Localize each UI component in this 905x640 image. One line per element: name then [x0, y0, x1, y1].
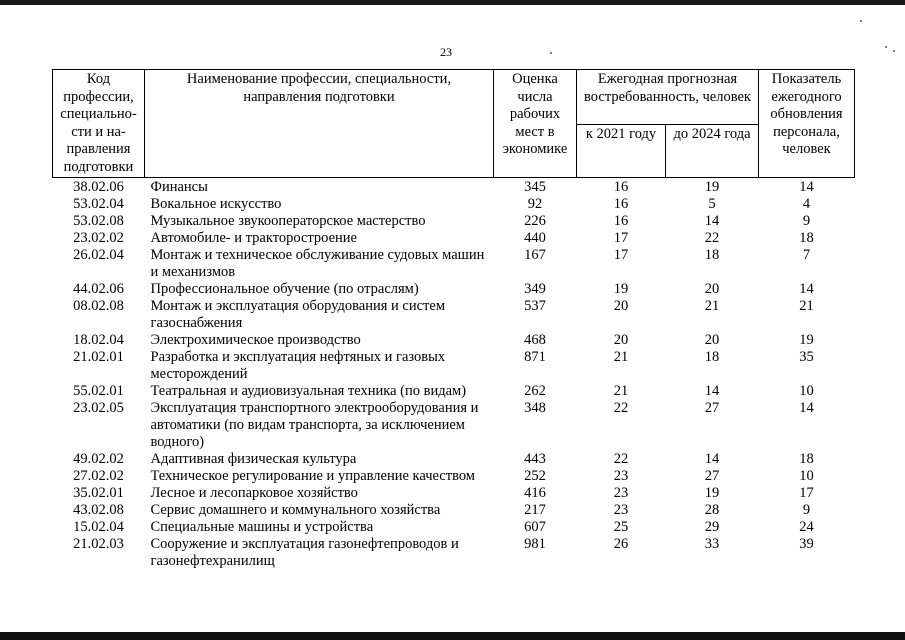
row-renewal: 9	[802, 213, 811, 229]
row-code: 08.02.08	[73, 298, 124, 314]
row-demand-2021: 20	[613, 332, 629, 348]
row-estimate: 468	[524, 332, 546, 348]
forecast-table	[52, 69, 855, 570]
row-estimate: 348	[524, 400, 546, 416]
table-body	[53, 178, 855, 571]
row-estimate: 981	[524, 536, 546, 552]
row-demand-2021: 17	[613, 247, 629, 263]
row-code: 15.02.04	[73, 519, 124, 535]
row-demand-2024: 29	[704, 519, 720, 535]
row-demand-2021: 16	[613, 213, 629, 229]
row-demand-2024: 18	[704, 247, 720, 263]
row-estimate: 349	[524, 281, 546, 297]
row-estimate: 416	[524, 485, 546, 501]
row-code: 53.02.08	[73, 213, 124, 229]
table-header	[53, 70, 855, 178]
row-demand-2021: 20	[613, 298, 629, 314]
row-name: Вокальное искусство	[150, 196, 282, 212]
row-demand-2024: 28	[704, 502, 720, 518]
header-to-2021: к 2021 году	[577, 125, 666, 178]
row-demand-2021: 23	[613, 468, 629, 484]
table-row	[53, 281, 855, 298]
row-demand-2021: 16	[613, 196, 629, 212]
table-row	[53, 383, 855, 400]
row-code: 53.02.04	[73, 196, 124, 212]
row-demand-2024: 33	[704, 536, 720, 552]
row-code: 27.02.02	[73, 468, 124, 484]
row-code: 35.02.01	[73, 485, 124, 501]
row-name: Адаптивная физическая культура	[150, 451, 357, 467]
row-demand-2021: 22	[613, 451, 629, 467]
table-row	[53, 485, 855, 502]
row-estimate: 262	[524, 383, 546, 399]
row-demand-2024: 22	[704, 230, 720, 246]
row-estimate: 217	[524, 502, 546, 518]
row-name: Техническое регулирование и управление качеством	[150, 468, 475, 484]
row-code: 23.02.02	[73, 230, 124, 246]
row-name: Разработка и эксплуатация нефтяных и газовых месторождений	[150, 349, 446, 382]
row-name: Театральная и аудиовизуальная техника (по видам)	[150, 383, 467, 399]
row-estimate: 345	[524, 179, 546, 195]
row-renewal: 14	[799, 400, 814, 416]
row-demand-2021: 19	[613, 281, 629, 297]
row-estimate: 443	[524, 451, 546, 467]
row-renewal: 14	[799, 281, 814, 297]
header-to-2024: до 2024 года	[666, 125, 759, 178]
row-code: 49.02.02	[73, 451, 124, 467]
row-estimate: 92	[527, 196, 543, 212]
row-code: 43.02.08	[73, 502, 124, 518]
row-code: 21.02.01	[73, 349, 124, 365]
scan-bottom-border	[0, 632, 905, 640]
row-code: 18.02.04	[73, 332, 124, 348]
row-estimate: 871	[524, 349, 546, 365]
row-demand-2021: 21	[613, 383, 629, 399]
row-demand-2024: 5	[708, 196, 716, 212]
table-row	[53, 468, 855, 485]
row-renewal: 24	[799, 519, 814, 535]
row-renewal: 39	[799, 536, 814, 552]
table-row	[53, 247, 855, 281]
table-row	[53, 349, 855, 383]
scan-top-border	[0, 0, 905, 5]
header-renewal: Показатель ежегодного обновления персонала, человек	[759, 70, 855, 178]
table-row	[53, 400, 855, 451]
row-demand-2021: 25	[613, 519, 629, 535]
row-demand-2021: 26	[613, 536, 629, 552]
row-code: 26.02.04	[73, 247, 124, 263]
row-code: 21.02.03	[73, 536, 124, 552]
row-demand-2024: 14	[704, 383, 720, 399]
header-name: Наименование профессии, специальности, направления подготовки	[145, 70, 494, 178]
row-estimate: 226	[524, 213, 546, 229]
scan-speck	[885, 46, 887, 48]
row-estimate: 167	[524, 247, 546, 263]
row-demand-2021: 16	[613, 179, 629, 195]
header-code: Код профессии, специально-сти и на-правления подготовки	[53, 70, 145, 178]
header-estimate: Оценка числа рабочих мест в экономике	[494, 70, 577, 178]
row-code: 44.02.06	[73, 281, 124, 297]
table-row	[53, 332, 855, 349]
row-demand-2021: 17	[613, 230, 629, 246]
table-row	[53, 451, 855, 468]
row-code: 38.02.06	[73, 179, 124, 195]
row-name: Финансы	[150, 179, 208, 195]
row-demand-2024: 19	[704, 485, 720, 501]
scan-speck	[860, 20, 862, 22]
row-estimate: 537	[524, 298, 546, 314]
row-demand-2024: 27	[704, 400, 720, 416]
row-code: 23.02.05	[73, 400, 124, 416]
row-demand-2024: 20	[704, 332, 720, 348]
table-row	[53, 519, 855, 536]
table-row	[53, 536, 855, 570]
row-demand-2024: 14	[704, 213, 720, 229]
row-renewal: 4	[802, 196, 811, 212]
row-name: Эксплуатация транспортного электрооборудования и автоматики (по видам транспорта, за исключением водного)	[150, 400, 479, 450]
row-renewal: 17	[799, 485, 814, 501]
row-renewal: 14	[799, 179, 814, 195]
table-row	[53, 298, 855, 332]
row-renewal: 19	[799, 332, 814, 348]
row-name: Сервис домашнего и коммунального хозяйства	[150, 502, 441, 518]
scan-speck	[550, 52, 552, 54]
row-renewal: 9	[802, 502, 811, 518]
row-name: Специальные машины и устройства	[150, 519, 374, 535]
table-row	[53, 196, 855, 213]
row-name: Монтаж и техническое обслуживание судовых машин и механизмов	[150, 247, 485, 280]
row-demand-2021: 23	[613, 502, 629, 518]
table-row	[53, 178, 855, 197]
row-name: Музыкальное звукооператорское мастерство	[150, 213, 426, 229]
row-name: Профессиональное обучение (по отраслям)	[150, 281, 419, 297]
row-renewal: 7	[802, 247, 811, 263]
table-row	[53, 213, 855, 230]
row-renewal: 18	[799, 230, 814, 246]
table-row	[53, 502, 855, 519]
row-estimate: 607	[524, 519, 546, 535]
row-renewal: 35	[799, 349, 814, 365]
scan-speck	[893, 50, 895, 52]
row-demand-2024: 20	[704, 281, 720, 297]
table-row	[53, 230, 855, 247]
row-renewal: 10	[799, 468, 814, 484]
row-name: Сооружение и эксплуатация газонефтепроводов и газонефтехранилищ	[150, 536, 459, 569]
row-demand-2021: 23	[613, 485, 629, 501]
row-demand-2024: 14	[704, 451, 720, 467]
row-demand-2024: 21	[704, 298, 720, 314]
row-demand-2024: 19	[704, 179, 720, 195]
page-number: 23	[440, 45, 452, 59]
header-annual-demand: Ежегодная прогнозная востребованность, человек	[577, 70, 759, 125]
row-renewal: 21	[799, 298, 814, 314]
row-demand-2021: 22	[613, 400, 629, 416]
row-renewal: 18	[799, 451, 814, 467]
row-name: Лесное и лесопарковое хозяйство	[150, 485, 358, 501]
row-name: Автомобиле- и тракторостроение	[150, 230, 357, 246]
row-name: Электрохимическое производство	[150, 332, 361, 348]
row-code: 55.02.01	[73, 383, 124, 399]
row-estimate: 440	[524, 230, 546, 246]
row-demand-2024: 27	[704, 468, 720, 484]
row-name: Монтаж и эксплуатация оборудования и систем газоснабжения	[150, 298, 446, 331]
row-renewal: 10	[799, 383, 814, 399]
row-estimate: 252	[524, 468, 546, 484]
row-demand-2024: 18	[704, 349, 720, 365]
row-demand-2021: 21	[613, 349, 629, 365]
